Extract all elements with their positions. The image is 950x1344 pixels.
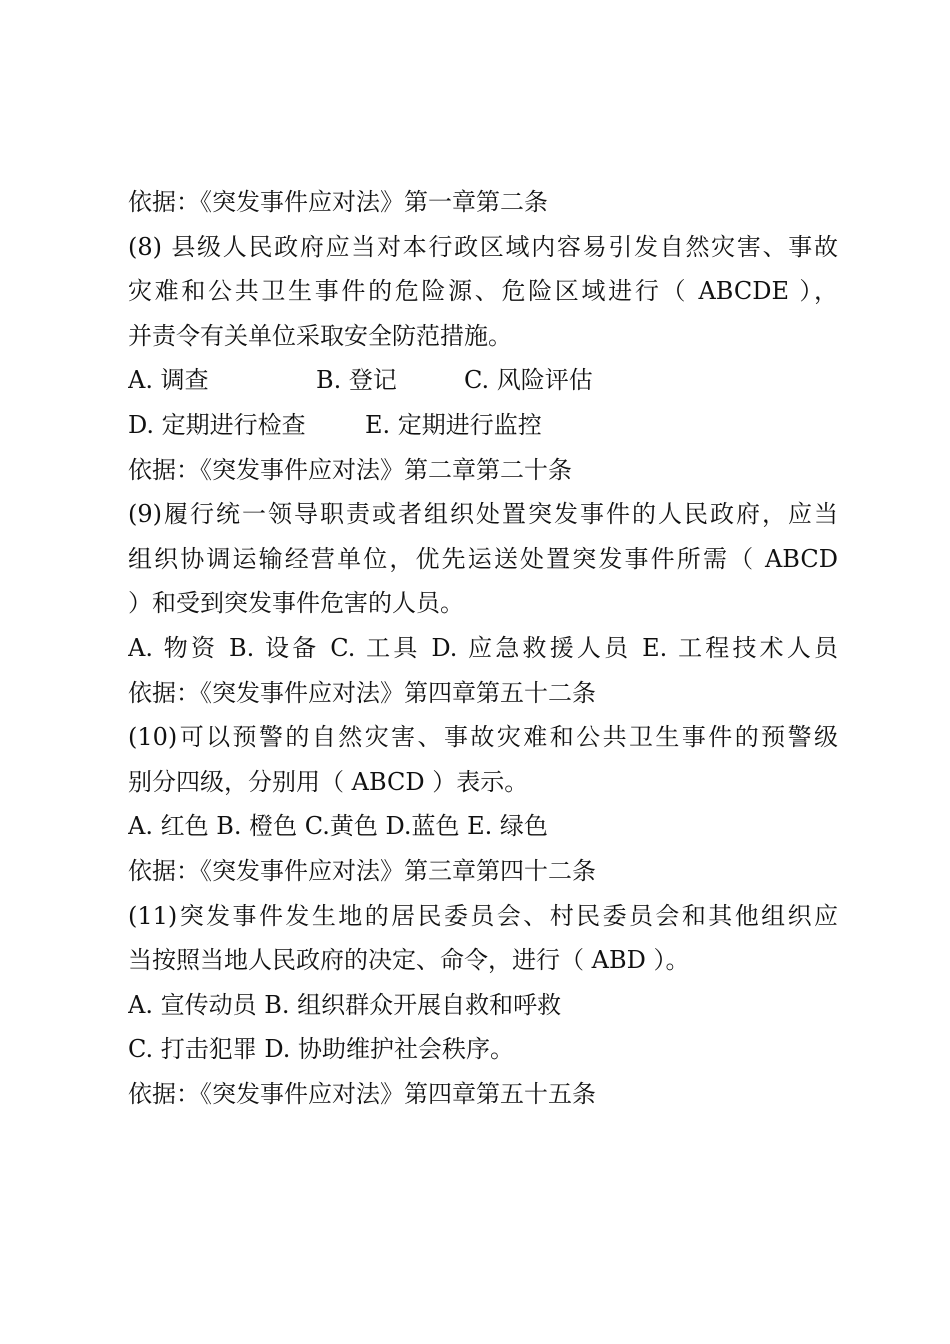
q8-text-line-2: 灾难和公共卫生事件的危险源、危险区域进行（ ABCDE ），: [128, 277, 838, 306]
q9-text-line-1: (9)履行统一领导职责或者组织处置突发事件的人民政府，应当: [128, 500, 838, 529]
q11-options-row-1: A. 宣传动员 B. 组织群众开展自救和呼救: [128, 990, 562, 1019]
q11-text-line-1: (11)突发事件发生地的居民委员会、村民委员会和其他组织应: [128, 901, 838, 930]
q11-options-row-2: C. 打击犯罪 D. 协助维护社会秩序。: [128, 1035, 515, 1064]
q9-text-line-3: ）和受到突发事件危害的人员。: [128, 589, 464, 618]
q8-option-c: C. 风险评估: [464, 366, 593, 395]
q8-option-b: B. 登记: [316, 366, 397, 395]
q8-option-d: D. 定期进行检查: [128, 410, 306, 439]
q10-text-line-2: 别分四级，分别用（ ABCD ）表示。: [128, 767, 529, 796]
q9-text-line-2: 组织协调运输经营单位，优先运送处置突发事件所需（ ABCD: [128, 544, 838, 573]
basis-q8: 依据：《突发事件应对法》第二章第二十条: [128, 455, 572, 484]
q8-option-e: E. 定期进行监控: [365, 410, 542, 439]
basis-q9: 依据：《突发事件应对法》第四章第五十二条: [128, 678, 596, 707]
q11-text-line-2: 当按照当地人民政府的决定、命令，进行（ ABD ）。: [128, 946, 690, 975]
q10-text-line-1: (10)可以预警的自然灾害、事故灾难和公共卫生事件的预警级: [128, 723, 838, 752]
q8-options-row-2: [128, 403, 838, 448]
q8-text-line-1: (8) 县级人民政府应当对本行政区域内容易引发自然灾害、事故: [128, 232, 838, 261]
document-page: [128, 180, 838, 1116]
q10-options: A. 红色 B. 橙色 C.黄色 D.蓝色 E. 绿色: [128, 812, 548, 841]
q9-options: A. 物资 B. 设备 C. 工具 D. 应急救援人员 E. 工程技术人员: [128, 633, 838, 662]
q8-text-line-3: 并责令有关单位采取安全防范措施。: [128, 321, 512, 350]
basis-q11: 依据：《突发事件应对法》第四章第五十五条: [128, 1079, 596, 1108]
basis-q10: 依据：《突发事件应对法》第三章第四十二条: [128, 856, 596, 885]
q8-options-row-1: [128, 358, 838, 403]
q8-option-a: A. 调查: [128, 366, 209, 395]
basis-q7: 依据：《突发事件应对法》第一章第二条: [128, 188, 548, 216]
